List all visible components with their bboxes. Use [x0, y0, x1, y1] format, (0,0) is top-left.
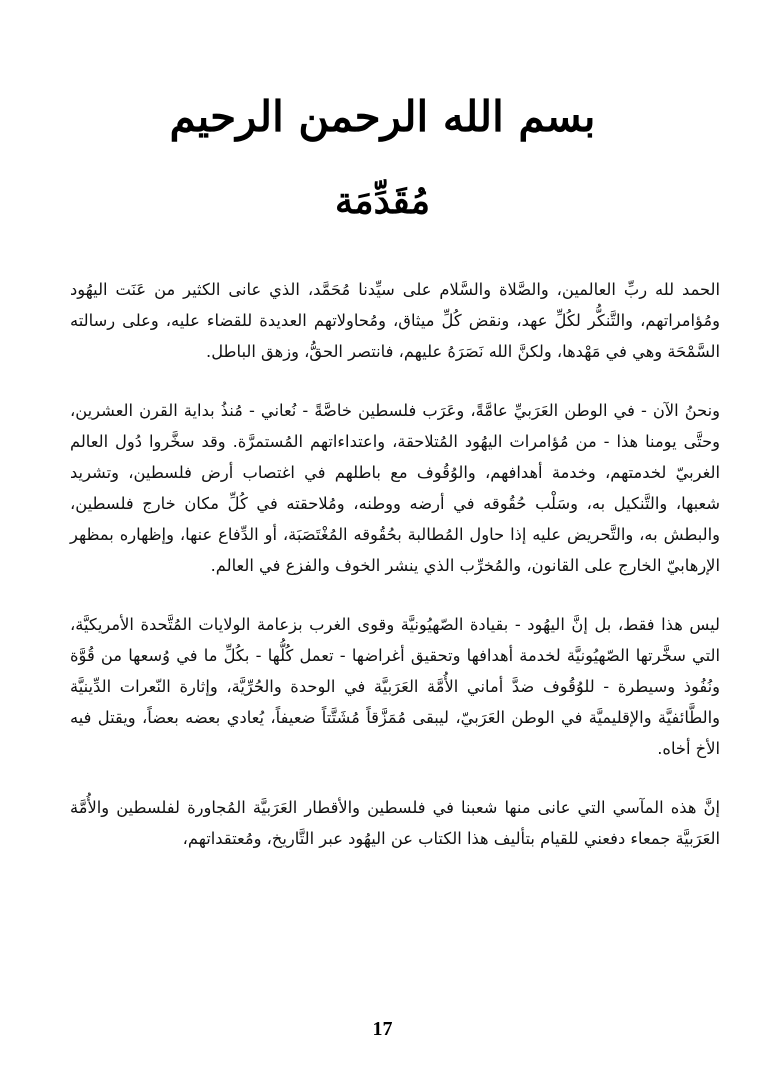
paragraph-4: إنَّ هذه المآسي التي عانى منها شعبنا في فلسطين والأقطار العَرَبيَّة المُجاورة لفلسطين والأُمَّة العَرَبيَّة جمعاء دفعني للقيام بتأليف هذا الكتاب عن اليهُود عبر التَّاريخ، ومُعتقداتهم،: [70, 798, 720, 848]
page-number: 17: [372, 1018, 393, 1040]
paragraph-2: ونحنُ الآن - في الوطن العَرَبيِّ عامَّةً، وعَرَب فلسطين خاصَّةً - نُعاني - مُنذُ بداية القرن العشرين، وحتَّى يومنا هذا - من مُؤامرات اليهُود المُتلاحقة، واعتداءاتهم المُستمرَّة. وقد سخَّروا دُول العالم الغربيّ لخدمتهم، وخدمة أهدافهم، والوُقُوف مع باطلهم في اغتصاب أرض فلسطين، وتشريد شعبها، والتَّنكيل به، وسَلْب حُقُوقه في أرضه ووطنه، ومُلاحقته في كُلِّ مكان خارج فلسطين، والبطش به، والتَّحريض عليه إذا حاول المُطالبة بحُقُوقه المُغْتَصَبَة، أو الدِّفاع عنها، وإظهاره بمظهر الإرهابيّ الخارج على القانون، والمُخرِّب الذي ينشر الخوف والفزع في العالم.: [70, 401, 720, 575]
basmala-calligraphy: بسم الله الرحمن الرحيم: [169, 92, 596, 141]
paragraph-3: ليس هذا فقط، بل إنَّ اليهُود - بقيادة الصّهيُونيَّة وقوى الغرب بزعامة الولايات المُتَّحدة الأمريكيَّة، التي سخَّرتها الصّهيُونيَّة لخدمة أهدافها وتحقيق أغراضها - تعمل كُلُّها - بكُلِّ ما في وُسعها من قُوَّة ونُفُوذ وسيطرة - للوُقُوف ضدَّ أماني الأُمَّة العَرَبيَّة في الوحدة والحُرِّيَّة، وإثارة النّعرات الدِّينيَّة والطَّائفيَّة والإقليميَّة في الوطن العَرَبيّ، ليبقى مُمَزَّقاً مُشَتَّتاً ضعيفاً، يُعادي بعضه بعضاً، ويقتل فيه الأخ أخاه.: [70, 615, 720, 758]
page-title: مُقَدِّمَة: [335, 180, 430, 222]
body-text: [70, 274, 720, 882]
paragraph-1: الحمد لله ربِّ العالمين، والصَّلاة والسَّلام على سيِّدنا مُحَمَّد، الذي عانى الكثير من عَنَت اليهُود ومُؤامراتهم، والتَّنكُّر لكُلِّ عهد، ونقض كُلِّ ميثاق، ومُحاولاتهم العديدة للقضاء عليه، وعلى رسالته السَّمْحَة وهي في مَهْدها، ولكنَّ الله نَصَرَهُ عليهم، فانتصر الحقُّ، وزهق الباطل.: [70, 280, 720, 361]
